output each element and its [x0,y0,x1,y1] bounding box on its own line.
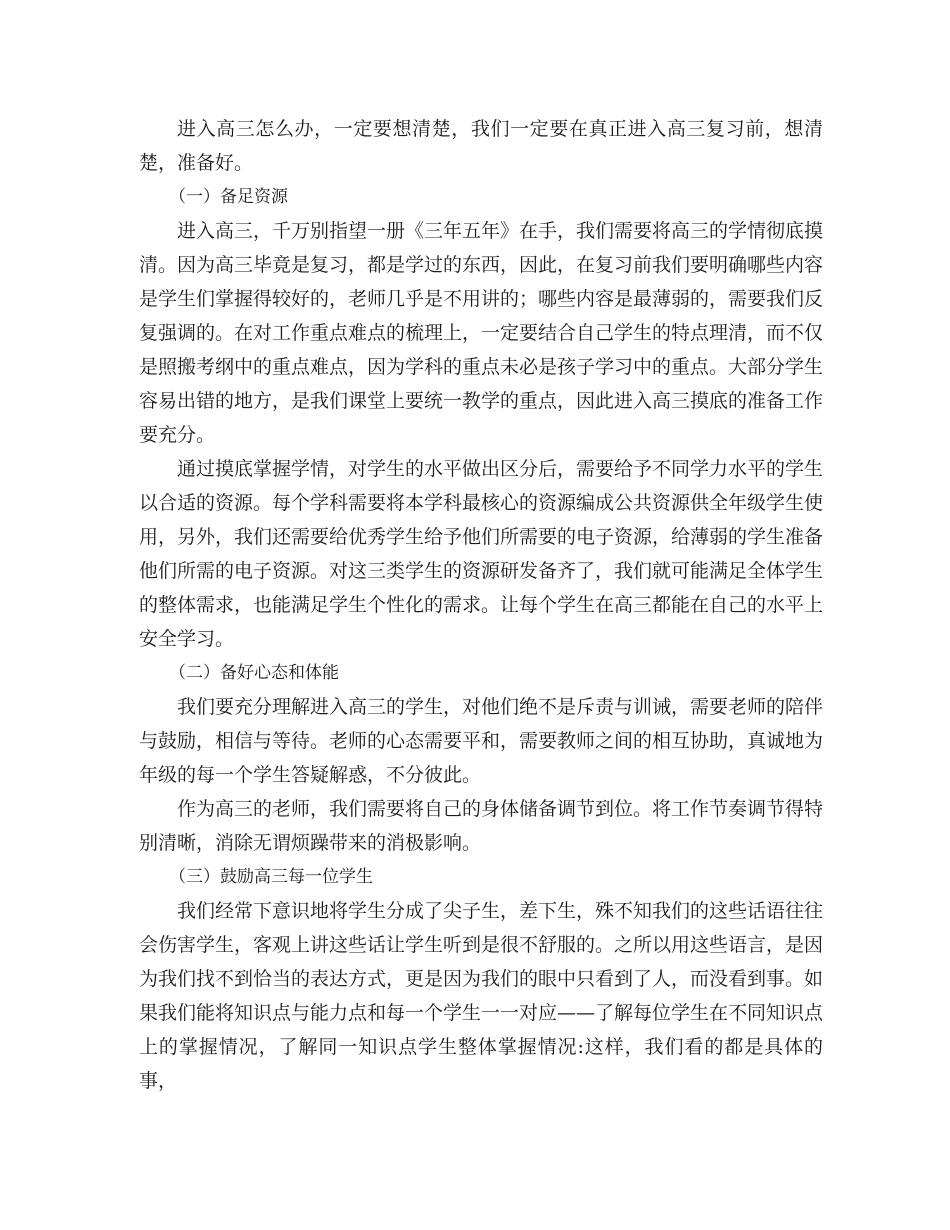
paragraph-intro: 进入高三怎么办，一定要想清楚，我们一定要在真正进入高三复习前，想清楚，准备好。 [139,118,823,174]
paragraph-mindset-teachers: 作为高三的老师，我们需要将自己的身体储备调节到位。将工作节奏调节得特别清晰，消除无谓烦躁带来的消极影响。 [139,798,824,854]
section-heading-encourage: （三）鼓励高三每一位学生 [169,867,373,887]
section-heading-resources: （一）备足资源 [169,187,288,207]
paragraph-resources-assessment: 进入高三，千万别指望一册《三年五年》在手，我们需要将高三的学情彻底摸清。因为高三毕竟是复习，都是学过的东西，因此，在复习前我们要明确哪些内容是学生们掌握得较好的，老师几乎是不用讲的；哪些内容是最薄弱的，需要我们反复强调的。在对工作重点难点的梳理上，一定要结合自己学生的特点理清，而不仅是照搬考纲中的重点难点，因为学科的重点未必是孩子学习中的重点。大部分学生容易出错的地方，是我们课堂上要统一教学的重点，因此进入高三摸底的准备工作要充分。 [139,220,824,446]
paragraph-encourage: 我们经常下意识地将学生分成了尖子生，差下生，殊不知我们的这些话语往往会伤害学生，客观上讲这些话让学生听到是很不舒服的。之所以用这些语言，是因为我们找不到恰当的表达方式，更是因为我们的眼中只看到了人，而没看到事。如果我们能将知识点与能力点和每一个学生一一对应——了解每位学生在不同知识点上的掌握情况，了解同一知识点学生整体掌握情况:这样，我们看的都是具体的事， [139,900,824,1092]
paragraph-mindset-students: 我们要充分理解进入高三的学生，对他们绝不是斥责与训诫，需要老师的陪伴与鼓励，相信与等待。老师的心态需要平和，需要教师之间的相互协助，真诚地为年级的每一个学生答疑解惑，不分彼此。 [139,696,824,786]
document-body [139,112,823,1098]
paragraph-resources-tiers: 通过摸底掌握学情，对学生的水平做出区分后，需要给予不同学力水平的学生以合适的资源。每个学科需要将本学科最核心的资源编成公共资源供全年级学生使用，另外，我们还需要给优秀学生给予他们所需要的电子资源，给薄弱的学生准备他们所需的电子资源。对这三类学生的资源研发备齐了，我们就可能满足全体学生的整体需求，也能满足学生个性化的需求。让每个学生在高三都能在自己的水平上安全学习。 [139,458,824,650]
section-heading-mindset: （二）备好心态和体能 [169,663,339,683]
